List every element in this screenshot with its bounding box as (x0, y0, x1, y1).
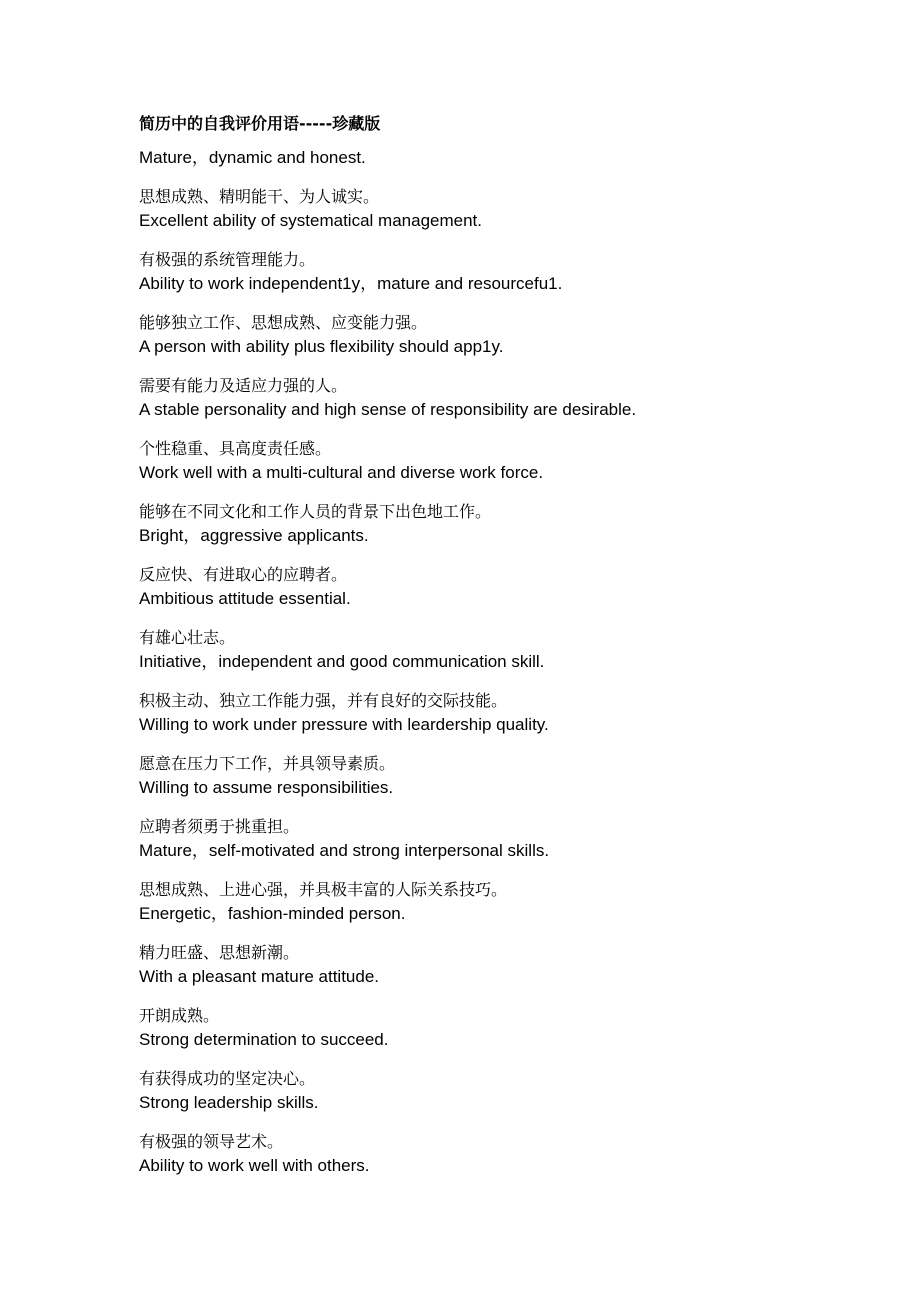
english-line: Bright，aggressive applicants. (139, 526, 369, 545)
english-line: Ability to work well with others. (139, 1156, 370, 1175)
chinese-line: 有雄心壮志。 (139, 628, 236, 647)
document-title: 简历中的自我评价用语-----珍藏版 (139, 114, 381, 133)
phrase-pair (139, 815, 879, 863)
phrase-pair (139, 500, 879, 548)
english-line: Mature，dynamic and honest. (139, 148, 366, 167)
english-line: Willing to work under pressure with leardership quality. (139, 715, 549, 734)
english-line: Initiative，independent and good communication skill. (139, 652, 545, 671)
phrase-pair (139, 1130, 879, 1178)
chinese-line: 有极强的领导艺术。 (139, 1132, 284, 1151)
chinese-line: 思想成熟、上进心强，并具极丰富的人际关系技巧。 (139, 880, 508, 899)
chinese-line: 开朗成熟。 (139, 1006, 220, 1025)
english-line: Willing to assume responsibilities. (139, 778, 394, 797)
phrase-pair (139, 941, 879, 989)
chinese-line: 有获得成功的坚定决心。 (139, 1069, 316, 1088)
english-line: Ambitious attitude essential. (139, 589, 351, 608)
chinese-line: 反应快、有进取心的应聘者。 (139, 565, 348, 584)
chinese-line: 有极强的系统管理能力。 (139, 250, 316, 269)
phrase-pair (139, 1004, 879, 1052)
english-line: Strong leadership skills. (139, 1093, 319, 1112)
english-line: Excellent ability of systematical management. (139, 211, 482, 230)
chinese-line: 能够在不同文化和工作人员的背景下出色地工作。 (139, 502, 492, 521)
english-line: Mature，self-motivated and strong interpersonal skills. (139, 841, 550, 860)
chinese-line: 精力旺盛、思想新潮。 (139, 943, 300, 962)
chinese-line: 能够独立工作、思想成熟、应变能力强。 (139, 313, 428, 332)
english-line: Strong determination to succeed. (139, 1030, 389, 1049)
chinese-line: 需要有能力及适应力强的人。 (139, 376, 348, 395)
english-line: Energetic，fashion-minded person. (139, 904, 406, 923)
english-line: A stable personality and high sense of responsibility are desirable. (139, 400, 637, 419)
phrase-pair (139, 185, 879, 233)
phrase-pair (139, 1067, 879, 1115)
phrase-pair (139, 878, 879, 926)
english-line: A person with ability plus flexibility should app1y. (139, 337, 504, 356)
phrase-pair (139, 437, 879, 485)
phrase-pair (139, 752, 879, 800)
phrase-pair (139, 311, 879, 359)
english-line: Work well with a multi-cultural and diverse work force. (139, 463, 544, 482)
chinese-line: 应聘者须勇于挑重担。 (139, 817, 300, 836)
phrase-pair (139, 248, 879, 296)
document-body (139, 113, 879, 1193)
phrase-pair (139, 374, 879, 422)
chinese-line: 愿意在压力下工作，并具领导素质。 (139, 754, 396, 773)
phrase-pair (139, 626, 879, 674)
chinese-line: 积极主动、独立工作能力强，并有良好的交际技能。 (139, 691, 508, 710)
first-entry (139, 146, 879, 170)
english-line: With a pleasant mature attitude. (139, 967, 380, 986)
phrase-pair (139, 563, 879, 611)
chinese-line: 个性稳重、具高度责任感。 (139, 439, 332, 458)
english-line: Ability to work independent1y，mature and resourcefu1. (139, 274, 563, 293)
chinese-line: 思想成熟、精明能干、为人诚实。 (139, 187, 380, 206)
phrase-pair (139, 689, 879, 737)
